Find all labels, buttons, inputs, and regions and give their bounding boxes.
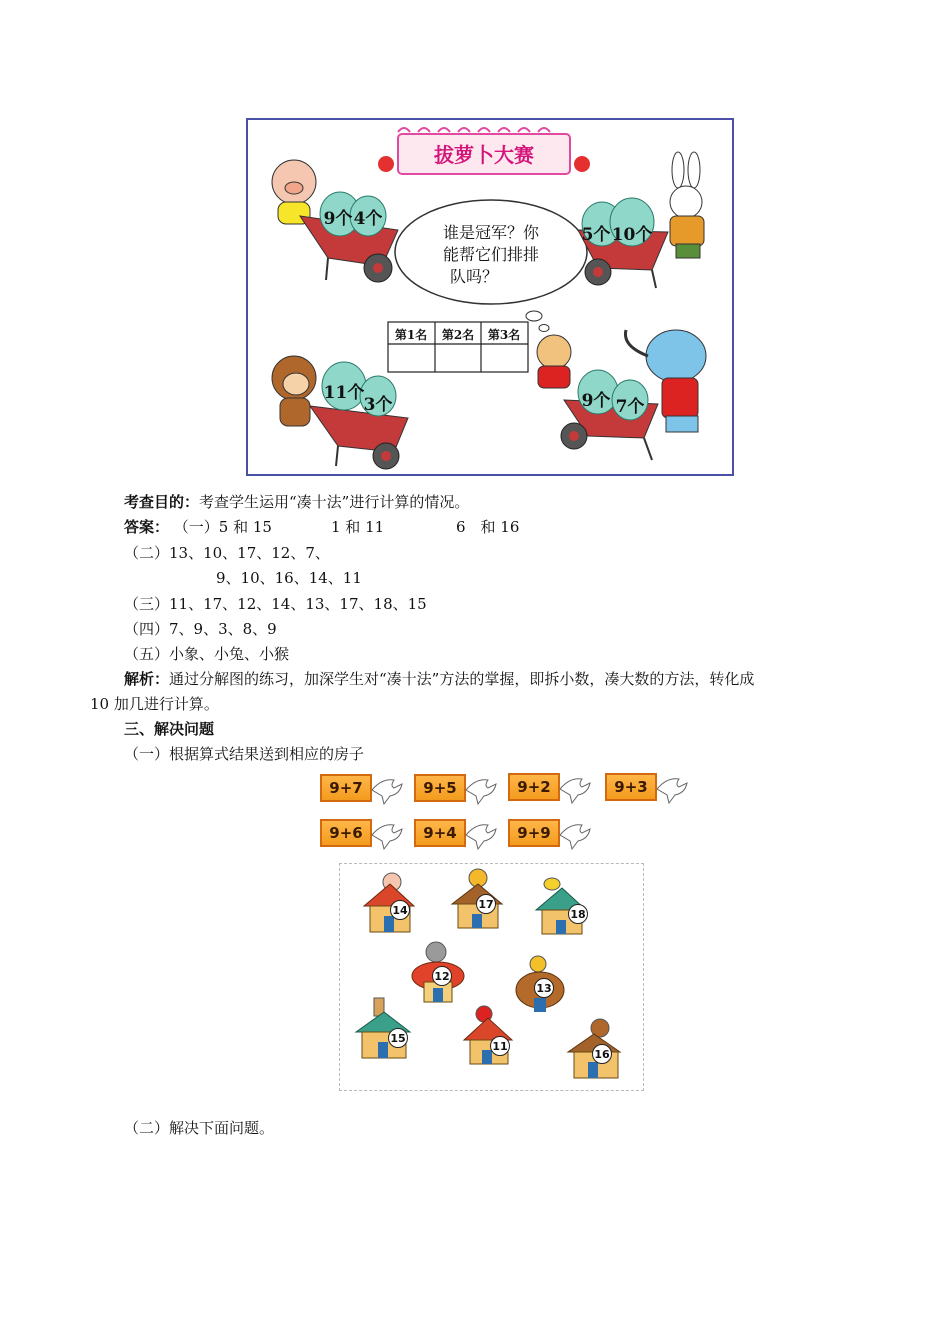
- answer-line-1: [124, 517, 272, 537]
- card-9-plus-3[interactable]: 9+3: [605, 773, 657, 801]
- purpose-text: 考查学生运用“凑十法”进行计算的情况。: [199, 493, 470, 511]
- title-text: 拔萝卜大赛: [434, 143, 534, 167]
- answer-1b: 1 和 11: [331, 518, 385, 536]
- purpose-label: 考查目的：: [124, 493, 200, 511]
- answer-1a: （一）5 和 15: [173, 518, 272, 536]
- house-13[interactable]: [514, 954, 572, 1016]
- purpose-line: [124, 492, 469, 512]
- dove-icon: [464, 776, 498, 806]
- bunting-decoration: [398, 128, 550, 132]
- card-9-plus-9[interactable]: 9+9: [508, 819, 560, 847]
- card-9-plus-4[interactable]: 9+4: [414, 819, 466, 847]
- house-number: 17: [476, 894, 496, 914]
- strawberry-right-icon: [574, 156, 590, 172]
- cloud-text-line-1: 谁是冠军？你: [442, 223, 540, 242]
- rank-header-3: 第3名: [487, 328, 521, 342]
- elephant-bag-2-label: 7个: [615, 397, 645, 417]
- rank-header-1: 第1名: [394, 328, 428, 342]
- houses-panel: [339, 863, 644, 1091]
- pig-character: [272, 160, 316, 224]
- thought-cloud: [395, 200, 587, 332]
- dove-icon: [655, 775, 689, 805]
- rank-header-2: 第2名: [441, 328, 475, 342]
- analysis-text: 通过分解图的练习，加深学生对“凑十法”方法的掌握，即拆小数，凑大数的方法，转化成: [169, 670, 755, 688]
- house-icon: [360, 872, 418, 934]
- pig-bag-2-label: 4个: [353, 209, 383, 229]
- house-number: 12: [432, 966, 452, 986]
- cloud-text-line-3: 队吗？: [449, 267, 499, 286]
- subsection-2-title: （二）解决下面问题。: [124, 1119, 275, 1137]
- answer-2b: 9、10、16、14、11: [216, 569, 362, 587]
- bear-character: [537, 335, 571, 388]
- house-number: 15: [388, 1028, 408, 1048]
- house-15[interactable]: [354, 998, 412, 1060]
- house-number: 13: [534, 978, 554, 998]
- cloud-text-line-2: 能帮它们排排: [442, 245, 540, 264]
- house-number: 11: [490, 1036, 510, 1056]
- answer-label: 答案：: [124, 518, 170, 536]
- dove-icon: [558, 821, 592, 851]
- analysis-line-1: [124, 669, 754, 689]
- card-9-plus-2[interactable]: 9+2: [508, 773, 560, 801]
- race-illustration-svg: [248, 120, 732, 474]
- pig-bag-1-label: 9个: [323, 209, 353, 229]
- house-14[interactable]: [360, 872, 418, 934]
- analysis-line-2: 10 加几进行计算。: [90, 695, 219, 713]
- house-number: 16: [592, 1044, 612, 1064]
- answer-5: （五）小象、小兔、小猴: [124, 645, 290, 663]
- card-9-plus-5[interactable]: 9+5: [414, 774, 466, 802]
- house-number: 14: [390, 900, 410, 920]
- house-11[interactable]: [460, 1004, 518, 1066]
- dove-icon: [558, 775, 592, 805]
- monkey-bag-1-label: 11个: [323, 383, 365, 403]
- answer-3: （三）11、17、12、14、13、17、18、15: [124, 595, 427, 613]
- rabbit-bag-1-label: 5个: [581, 225, 611, 245]
- monkey-character: [272, 356, 316, 426]
- card-9-plus-7[interactable]: 9+7: [320, 774, 372, 802]
- analysis-label: 解析：: [124, 670, 170, 688]
- monkey-bag-2-label: 3个: [363, 395, 393, 415]
- house-icon: [460, 1004, 518, 1066]
- strawberry-left-icon: [378, 156, 394, 172]
- answer-1c: 6 和 16: [456, 518, 520, 536]
- rabbit-bag-2-label: 10个: [611, 225, 653, 245]
- dove-icon: [370, 821, 404, 851]
- subsection-1-title: （一）根据算式结果送到相应的房子: [124, 745, 365, 763]
- house-18[interactable]: [532, 874, 590, 936]
- house-16[interactable]: [566, 1018, 624, 1080]
- monkey-cart: [310, 406, 408, 469]
- section-3-title: 三、解决问题: [124, 720, 215, 738]
- house-number: 18: [568, 904, 588, 924]
- card-9-plus-6[interactable]: 9+6: [320, 819, 372, 847]
- rabbit-character: [670, 152, 704, 258]
- house-17[interactable]: [448, 868, 506, 930]
- answer-2a: （二）13、10、17、12、7、: [124, 544, 330, 562]
- dove-icon: [464, 821, 498, 851]
- elephant-bag-1-label: 9个: [581, 391, 611, 411]
- dove-icon: [370, 776, 404, 806]
- answer-4: （四）7、9、3、8、9: [124, 620, 277, 638]
- race-illustration: [246, 118, 734, 476]
- house-12[interactable]: [410, 942, 468, 1004]
